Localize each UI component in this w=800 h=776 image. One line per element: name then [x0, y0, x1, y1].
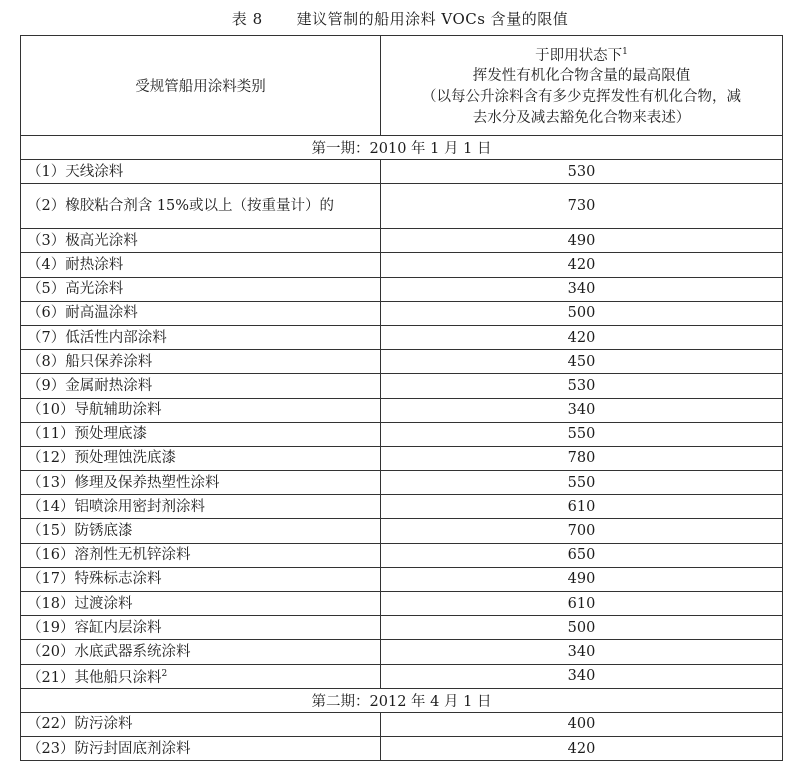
coating-category-text: （9）金属耐热涂料: [27, 377, 153, 394]
table-row: [21, 398, 783, 422]
coating-category: [21, 350, 381, 374]
coating-category-text: （20）水底武器系统涂料: [27, 643, 191, 660]
table-row: [21, 350, 783, 374]
voc-limit-value: 420: [381, 325, 783, 349]
coating-category-text: （21）其他船只涂料: [27, 670, 162, 687]
coating-category-text: （23）防污封固底剂涂料: [27, 740, 191, 757]
coating-category: [21, 374, 381, 398]
table-row: [21, 616, 783, 640]
table-row: [21, 325, 783, 349]
coating-category-text: （12）预处理蚀洗底漆: [27, 450, 176, 467]
table-row: [21, 567, 783, 591]
voc-limit-value: 610: [381, 592, 783, 616]
coating-category: [21, 301, 381, 325]
voc-limit-value: 780: [381, 446, 783, 470]
header-limit-line2: 挥发性有机化合物含量的最高限值: [472, 68, 691, 85]
coating-category: [21, 325, 381, 349]
table-row: [21, 277, 783, 301]
coating-category: [21, 567, 381, 591]
coating-category: [21, 398, 381, 422]
header-limit: [381, 36, 783, 136]
coating-category: [21, 712, 381, 736]
coating-category-text: （5）高光涂料: [27, 281, 124, 298]
table-header-row: [21, 36, 783, 136]
coating-category-text: （17）特殊标志涂料: [27, 571, 162, 588]
table-row: [21, 640, 783, 664]
voc-limit-value: 340: [381, 277, 783, 301]
table-row: [21, 471, 783, 495]
voc-limit-value: 340: [381, 664, 783, 688]
period-label: 第一期：2010 年 1 月 1 日: [21, 136, 783, 160]
table-row: [21, 301, 783, 325]
table-body: [21, 36, 783, 761]
footnote-marker: 2: [161, 669, 168, 680]
coating-category: [21, 640, 381, 664]
table-row: [21, 543, 783, 567]
coating-category-text: （8）船只保养涂料: [27, 353, 153, 370]
voc-limit-value: 500: [381, 616, 783, 640]
coating-category-text: （4）耐热涂料: [27, 256, 124, 273]
coating-category-text: （18）过渡涂料: [27, 595, 133, 612]
coating-category: [21, 277, 381, 301]
coating-category-text: （22）防污涂料: [27, 716, 133, 733]
voc-limit-value: 500: [381, 301, 783, 325]
coating-category-text: （14）铝喷涂用密封剂涂料: [27, 498, 205, 515]
voc-limit-value: 490: [381, 567, 783, 591]
voc-limit-value: 450: [381, 350, 783, 374]
coating-category: [21, 471, 381, 495]
voc-limit-value: 420: [381, 736, 783, 760]
coating-category: [21, 253, 381, 277]
table-row: [21, 184, 783, 229]
header-limit-line4: 去水分及减去豁免化合物来表述）: [472, 110, 691, 127]
table-row: [21, 253, 783, 277]
voc-limit-value: 340: [381, 398, 783, 422]
voc-limit-value: 340: [381, 640, 783, 664]
voc-limit-value: 650: [381, 543, 783, 567]
coating-category-text: （10）导航辅助涂料: [27, 402, 162, 419]
period-label: 第二期：2012 年 4 月 1 日: [21, 688, 783, 712]
coating-category-text: （1）天线涂料: [27, 163, 124, 180]
coating-category: [21, 446, 381, 470]
table-row: [21, 160, 783, 184]
table-row: [21, 592, 783, 616]
voc-limit-value: 610: [381, 495, 783, 519]
period-row: [21, 688, 783, 712]
coating-category-text: （6）耐高温涂料: [27, 305, 138, 322]
table-row: [21, 712, 783, 736]
coating-category-text: （2）橡胶粘合剂含 15%或以上（按重量计）的: [27, 198, 335, 215]
table-title: 建议管制的船用涂料 VOCs 含量的限值: [296, 10, 569, 28]
header-limit-line1: 于即用状态下$^1$: [535, 46, 628, 64]
voc-limit-value: 530: [381, 374, 783, 398]
coating-category-text: （7）低活性内部涂料: [27, 329, 167, 346]
period-row: [21, 136, 783, 160]
coating-category: [21, 736, 381, 760]
voc-limit-value: 530: [381, 160, 783, 184]
coating-category: [21, 160, 381, 184]
coating-category-text: （19）容缸内层涂料: [27, 619, 162, 636]
voc-limit-value: 490: [381, 229, 783, 253]
header-category: 受规管船用涂料类别: [21, 36, 381, 136]
coating-category-text: （3）极高光涂料: [27, 232, 138, 249]
voc-limit-value: 420: [381, 253, 783, 277]
table-caption: [0, 8, 800, 29]
table-row: [21, 495, 783, 519]
coating-category: [21, 664, 381, 688]
coating-category-text: （13）修理及保养热塑性涂料: [27, 474, 220, 491]
footnote-marker: 1: [622, 46, 628, 57]
table-number: 表 8: [231, 10, 263, 28]
table-row: [21, 664, 783, 688]
table-row: [21, 229, 783, 253]
coating-category: [21, 592, 381, 616]
voc-limit-value: 550: [381, 422, 783, 446]
coating-category-text: （16）溶剂性无机锌涂料: [27, 547, 191, 564]
coating-category: [21, 184, 381, 229]
table-row: [21, 446, 783, 470]
voc-limit-value: 730: [381, 184, 783, 229]
coating-category-text: （11）预处理底漆: [27, 426, 147, 443]
coating-category: [21, 543, 381, 567]
coating-category-text: （15）防锈底漆: [27, 523, 133, 540]
table-row: [21, 374, 783, 398]
table-row: [21, 422, 783, 446]
table-row: [21, 736, 783, 760]
table-row: [21, 519, 783, 543]
voc-limit-value: 700: [381, 519, 783, 543]
coating-category: [21, 519, 381, 543]
coating-category: [21, 229, 381, 253]
voc-limits-table: [20, 35, 783, 761]
coating-category: [21, 616, 381, 640]
voc-limit-value: 550: [381, 471, 783, 495]
coating-category: [21, 495, 381, 519]
voc-limit-value: 400: [381, 712, 783, 736]
coating-category: [21, 422, 381, 446]
header-limit-line3: （以每公升涂料含有多少克挥发性有机化合物，减: [422, 89, 741, 106]
